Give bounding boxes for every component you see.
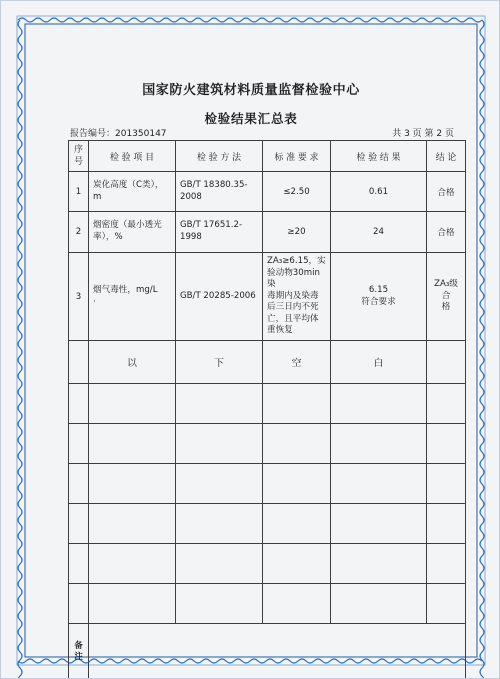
blank-cell: [89, 544, 176, 584]
header-cell: 检 验 结 果: [331, 141, 427, 172]
remarks-row: [69, 624, 466, 679]
test-result: 0.61: [331, 172, 427, 212]
test-item: 烟气毒性，mg/L ·: [89, 253, 176, 341]
blank-cell: [89, 464, 176, 504]
standard-requirement: ZA₃≥6.15，实 验动物30min染 毒期内及染毒 后三日内不死 亡，且平均体 重恢复: [263, 253, 331, 341]
blank-text: 以: [89, 341, 176, 384]
test-item: 烟密度（最小透光 率），%: [89, 212, 176, 253]
test-method: GB/T 20285-2006: [176, 253, 263, 341]
conclusion: 合格: [427, 212, 466, 253]
results-table: [68, 140, 466, 679]
blank-cell: [69, 584, 89, 624]
header-cell: 检 验 方 法: [176, 141, 263, 172]
blank-cell: [69, 464, 89, 504]
table-row: [69, 212, 466, 253]
blank-cell: [69, 384, 89, 424]
row-number: 2: [69, 212, 89, 253]
report-number: 报告编号：201350147: [70, 129, 167, 139]
blank-cell: [89, 384, 176, 424]
table-row: [69, 253, 466, 341]
blank-cell: [427, 544, 466, 584]
standard-requirement: ≥20: [263, 212, 331, 253]
blank-cell: [427, 341, 466, 384]
blank-cell: [176, 424, 263, 464]
blank-cell: [176, 384, 263, 424]
header-cell: 检 验 项 目: [89, 141, 176, 172]
blank-cell: [263, 424, 331, 464]
blank-cell: [176, 544, 263, 584]
table-title: 检验结果汇总表: [204, 111, 298, 126]
results-table-wrap: [68, 140, 465, 679]
blank-cell: [427, 584, 466, 624]
blank-cell: [176, 584, 263, 624]
test-method: GB/T 18380.35- 2008: [176, 172, 263, 212]
conclusion: 合格: [427, 172, 466, 212]
blank-cell: [427, 504, 466, 544]
blank-row: [69, 384, 466, 424]
blank-cell: [69, 544, 89, 584]
header-cell: 标 准 要 求: [263, 141, 331, 172]
blank-cell: [263, 464, 331, 504]
row-number: 3: [69, 253, 89, 341]
row-number: 1: [69, 172, 89, 212]
conclusion: ZA₃级合 格: [427, 253, 466, 341]
blank-cell: [263, 544, 331, 584]
blank-cell: [263, 584, 331, 624]
blank-cell: [69, 341, 89, 384]
blank-row: [69, 544, 466, 584]
test-item: 炭化高度（C类）， m: [89, 172, 176, 212]
blank-cell: [331, 584, 427, 624]
blank-cell: [331, 504, 427, 544]
blank-cell: [331, 544, 427, 584]
blank-cell: [427, 464, 466, 504]
table-row: [69, 172, 466, 212]
blank-cell: [263, 384, 331, 424]
header-cell: 序 号: [69, 141, 89, 172]
remarks-label: 备 注: [69, 624, 89, 679]
blank-text: 白: [331, 341, 427, 384]
blank-row: [69, 424, 466, 464]
blank-cell: [89, 424, 176, 464]
test-method: GB/T 17651.2- 1998: [176, 212, 263, 253]
blank-row-text: [69, 341, 466, 384]
blank-cell: [263, 504, 331, 544]
header-cell: 结 论: [427, 141, 466, 172]
blank-row: [69, 464, 466, 504]
center-title: 国家防火建筑材料质量监督检验中心: [142, 83, 360, 98]
blank-text: 下: [176, 341, 263, 384]
blank-cell: [176, 504, 263, 544]
blank-cell: [427, 424, 466, 464]
blank-row: [69, 584, 466, 624]
blank-cell: [427, 384, 466, 424]
blank-cell: [176, 464, 263, 504]
blank-cell: [331, 424, 427, 464]
blank-cell: [331, 384, 427, 424]
blank-cell: [331, 464, 427, 504]
blank-cell: [89, 504, 176, 544]
test-result: 6.15 符合要求: [331, 253, 427, 341]
standard-requirement: ≤2.50: [263, 172, 331, 212]
blank-row: [69, 504, 466, 544]
blank-text: 空: [263, 341, 331, 384]
remarks-content: [89, 624, 466, 679]
page-indicator: 共 3 页 第 2 页: [392, 129, 454, 139]
blank-cell: [69, 424, 89, 464]
test-result: 24: [331, 212, 427, 253]
table-header-row: [69, 141, 466, 172]
blank-cell: [89, 584, 176, 624]
blank-cell: [69, 504, 89, 544]
